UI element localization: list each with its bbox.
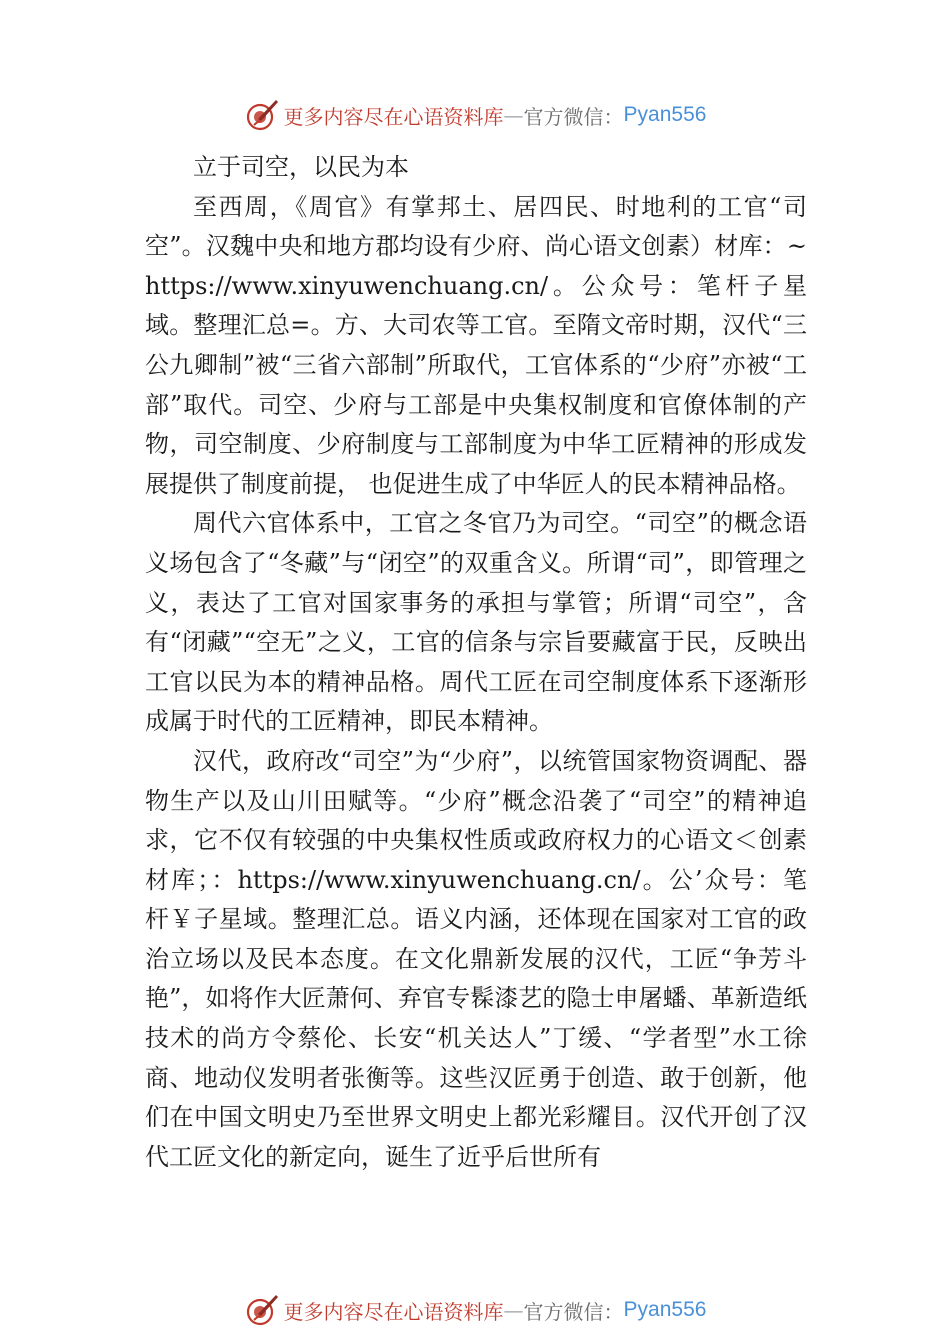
quill-logo-icon xyxy=(244,97,280,133)
banner-dash: — xyxy=(503,103,524,127)
footer-banner-wechat-label: 官方微信： xyxy=(523,1299,624,1324)
paragraph-3: 汉代，政府改“司空”为“少府”，以统管国家物资调配、器物生产以及山川田赋等。“少府”概念沿袭了“司空”的精神追求，它不仅有较强的中央集权性质或政府权力的心语文＜创素材库；：https://www.xinyuwenchuang.cn/。公’众号：笔杆￥子星域。整理汇总。语义内涵，还体现在国家对工官的政治立场以及民本态度。在文化鼎新发展的汉代，工匠“争芳斗艳”，如将作大匠萧何、弃官专髹漆艺的隐士申屠蟠、革新造纸技术的尚方令蔡伦、长安“机关达人”丁缓、“学者型”水工徐商、地动仪发明者张衡等。这些汉匠勇于创造、敢于创新，他们在中国文明史乃至世界文明史上都光彩耀目。汉代开创了汉代工匠文化的新定向，诞生了近乎后世所有 xyxy=(145,746,807,1171)
footer-banner xyxy=(0,1290,950,1330)
paragraph-1: 至西周，《周官》有掌邦土、居四民、时地利的工官“司空”。汉魏中央和地方郡均设有少府、尚心语文创素）材库：~https://www.xinyuwenchuang.cn/。公众号：笔杆子星域。整理汇总=。方、大司农等工官。至隋文帝时期，汉代“三公九卿制”被“三省六部制”所取代，工官体系的“少府”亦被“工部”取代。司空、少府与工部是中央集权制度和官僚体制的产物，司空制度、少府制度与工部制度为中华工匠精神的形成发展提供了制度前提， 也促进生成了中华匠人的民本精神品格。 xyxy=(145,192,807,498)
banner-title: 更多内容尽在心语资料库 xyxy=(283,104,504,129)
footer-banner-title: 更多内容尽在心语资料库 xyxy=(283,1299,504,1324)
document-body xyxy=(145,148,807,1177)
header-banner xyxy=(0,95,950,135)
footer-banner-wechat-id: Pyan556 xyxy=(623,1298,707,1321)
banner-wechat-id: Pyan556 xyxy=(623,103,707,126)
footer-banner-dash: — xyxy=(503,1298,524,1322)
section-heading: 立于司空，以民为本 xyxy=(193,153,409,181)
paragraph-2: 周代六官体系中，工官之冬官乃为司空。“司空”的概念语义场包含了“冬藏”与“闭空”的双重含义。所谓“司”，即管理之义，表达了工官对国家事务的承担与掌管；所谓“司空”，含有“闭藏”“空无”之义，工官的信条与宗旨要藏富于民，反映出工官以民为本的精神品格。周代工匠在司空制度体系下逐渐形成属于时代的工匠精神，即民本精神。 xyxy=(145,509,807,736)
banner-wechat-label: 官方微信： xyxy=(523,104,624,129)
quill-logo-icon xyxy=(244,1292,280,1328)
